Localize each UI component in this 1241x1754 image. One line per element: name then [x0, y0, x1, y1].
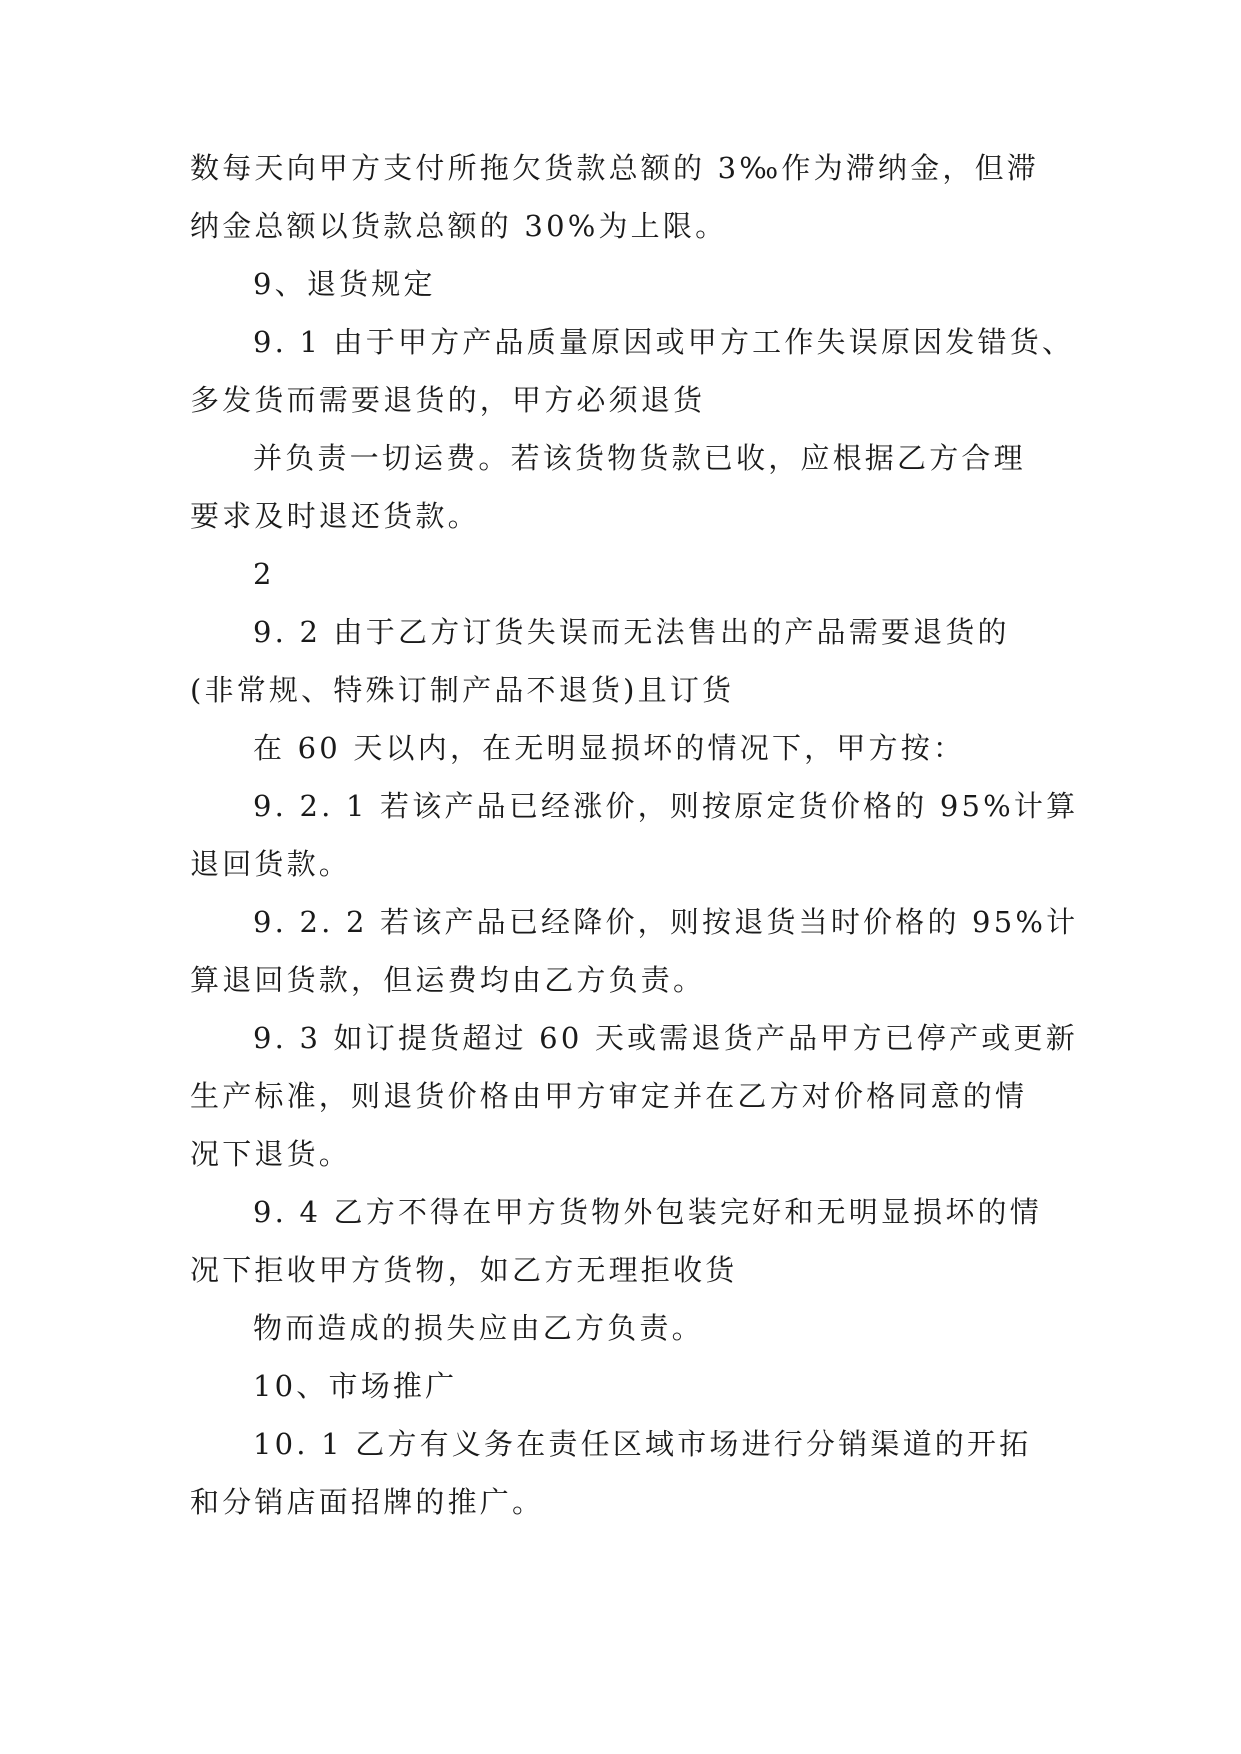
- paragraph-line: 9. 2 由于乙方订货失误而无法售出的产品需要退货的: [253, 615, 1010, 649]
- paragraph-line: 并负责一切运费。若该货物货款已收，应根据乙方合理: [253, 441, 1026, 475]
- paragraph-line: 9. 4 乙方不得在甲方货物外包装完好和无明显损坏的情: [253, 1195, 1042, 1229]
- paragraph-line: 在 60 天以内，在无明显损坏的情况下，甲方按：: [253, 731, 966, 765]
- paragraph-line: 物而造成的损失应由乙方负责。: [253, 1311, 704, 1345]
- paragraph-line: 10. 1 乙方有义务在责任区域市场进行分销渠道的开拓: [253, 1427, 1032, 1461]
- paragraph-line: 况下拒收甲方货物，如乙方无理拒收货: [190, 1253, 738, 1287]
- section-heading: 9、退货规定: [253, 267, 436, 301]
- paragraph-line: 退回货款。: [190, 847, 352, 881]
- paragraph-line: 生产标准，则退货价格由甲方审定并在乙方对价格同意的情: [190, 1079, 1028, 1113]
- paragraph-line: 9. 3 如订提货超过 60 天或需退货产品甲方已停产或更新: [253, 1021, 1078, 1055]
- paragraph-line: 算退回货款，但运费均由乙方负责。: [190, 963, 706, 997]
- paragraph-line: 9. 2. 2 若该产品已经降价，则按退货当时价格的 95%计: [253, 905, 1079, 939]
- paragraph-line: (非常规、特殊订制产品不退货)且订货: [190, 673, 735, 707]
- page-number: 2: [253, 557, 275, 591]
- section-heading: 10、市场推广: [253, 1369, 458, 1403]
- paragraph-line: 9. 2. 1 若该产品已经涨价，则按原定货价格的 95%计算: [253, 789, 1079, 823]
- paragraph-line: 和分销店面招牌的推广。: [190, 1485, 545, 1519]
- paragraph-line: 要求及时退还货款。: [190, 499, 480, 533]
- paragraph-line: 纳金总额以货款总额的 30%为上限。: [190, 209, 728, 243]
- paragraph-line: 况下退货。: [190, 1137, 352, 1171]
- paragraph-line: 数每天向甲方支付所拖欠货款总额的 3‰作为滞纳金，但滞: [190, 151, 1039, 185]
- paragraph-line: 多发货而需要退货的，甲方必须退货: [190, 383, 706, 417]
- paragraph-line: 9. 1 由于甲方产品质量原因或甲方工作失误原因发错货、: [253, 325, 1075, 359]
